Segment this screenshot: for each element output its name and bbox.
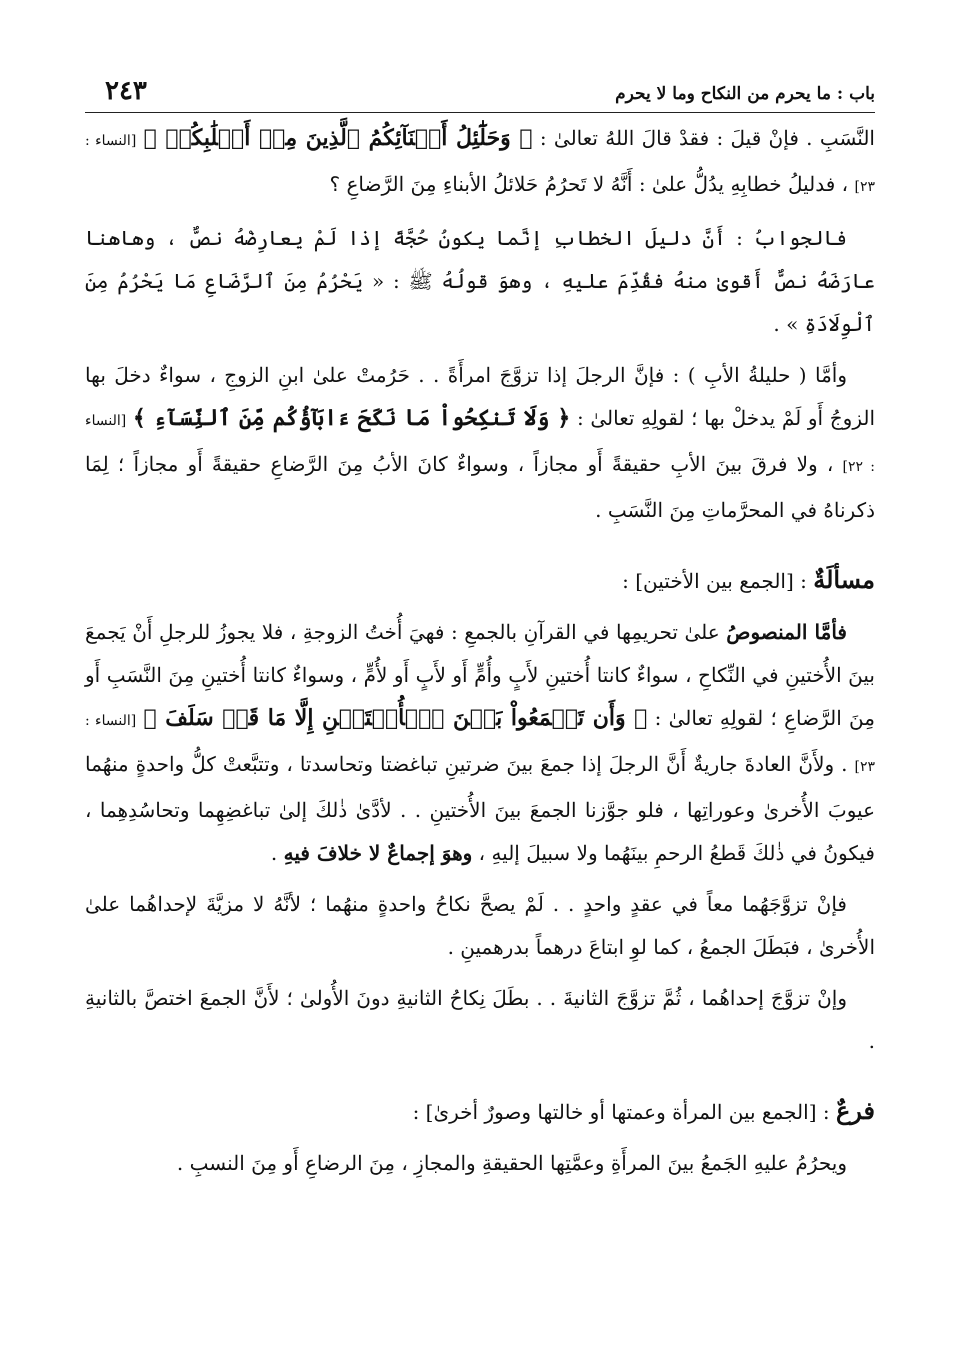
paragraph-married-sequentially: وإنْ تزوَّجَ إحداهُما ، ثُمَّ تزوَّجَ الثانيةَ . . بطَلَ نِكاحُ الثانيةِ دونَ الأُولىٰ ؛ لأَنَّ الجمعَ اختصَّ بالثانيةِ . [85, 986, 875, 1053]
paragraph-married-together: فإنْ تزوَّجَهُما معاً في عقدٍ واحدٍ . . لَمْ يصحَّ نكاحُ واحدةٍ منهُما ؛ لأنَّهُ لا مزيَّةَ لإحداهُما علىٰ الأُخرىٰ ، فبَطَلَ الجمعُ ، كما لوِ ابتاعَ درهماً بدرهمينِ . [85, 892, 875, 959]
paragraph-text: . [270, 841, 284, 865]
verse-reference: [النساء : ٢٣] [85, 713, 875, 775]
book-page [85, 70, 875, 1185]
lead-phrase: فأمَّا المنصوصُ [726, 620, 847, 644]
paragraph-father-wife [85, 354, 875, 532]
section-heading-far [85, 1089, 875, 1134]
section-heading-masala [85, 558, 875, 603]
paragraph-objection [85, 117, 875, 209]
quran-verse: ﴿ وَلَا تَنكِحُواْ مَا نَكَحَ ءَابَآؤُكُم مِّنَ ٱلنِّسَآءِ ﴾ [132, 405, 571, 431]
quran-verse: ﴿ وَحَلَٰٓئِلُ أَبۡنَآئِكُمُ ٱلَّذِينَ مِنۡ أَصۡلَٰبِكُمۡ ﴾ [143, 125, 533, 151]
verse-reference: [النساء : ٢٢] [85, 413, 875, 475]
verse-reference: [النساء : ٢٣] [85, 133, 875, 195]
page-content [85, 113, 875, 1185]
heading-label: فرعٌ [835, 1096, 875, 1125]
chapter-title: باب : ما يحرم من النكاح وما لا يحرم [615, 84, 875, 104]
consensus-phrase: وهوَ إجماعٌ لا خلافَ فيهِ [283, 841, 473, 865]
paragraph-text: . ولأَنَّ العادةَ جاريةٌ أَنَّ الرجلَ إذا جمعَ بينَ ضرتينِ تباغضتا وتحاسدتا ، وتتبَّعتْ كلُّ واحدةٍ منهُما عيوبَ الأُخرىٰ وعوراتِها ، فلو جوَّزنا الجمعَ بينَ الأُختينِ . . لأدَّىٰ ذٰلكَ إلىٰ تباغضِهِما وتحاسُدِهِما ، فيكونُ في ذٰلكَ قَطعُ الرحمِ بينَهُما ولا سبيلَ إليهِ ، [85, 752, 875, 865]
page-number: ٢٤٣ [105, 76, 147, 106]
heading-title: : [الجمع بين المرأة وعمتها أو خالتها وصورٌ أخرىٰ] : [412, 1100, 836, 1124]
paragraph-text: النَّسَبِ . فإنْ قيلَ : فقدْ قالَ اللهُ تعالىٰ : [532, 126, 875, 150]
paragraph-text: ، ولا فرقَ بينَ الأبِ حقيقةً أَو مجازاً ، وسواءٌ كانَ الأبُ مِنَ الرَّضاعِ حقيقةً أَو مجازاً ؛ لِمَا ذكرناهُ في المحرَّماتِ مِنَ النَّسَبِ . [85, 452, 875, 522]
quran-verse: ﴿ وَأَن تَجۡمَعُواْ بَيۡنَ ٱلۡأُخۡتَيۡنِ إِلَّا مَا قَدۡ سَلَفَ ﴾ [143, 705, 648, 731]
paragraph-two-sisters [85, 611, 875, 875]
paragraph-aunt: ويحرُمُ عليهِ الجَمعُ بينَ المرأَةِ وعمَّتِها الحقيقةِ والمجازِ ، مِنَ الرضاعِ أَو مِنَ النسبِ . [176, 1151, 847, 1175]
page-header [85, 70, 875, 113]
paragraph-text: وأمَّا ( حليلةُ الأبِ ) : فإنَّ الرجلَ إذا تزوَّجَ امرأَةً . . حَرُمتْ علىٰ ابنِ الزوجِ ، سواءٌ دخلَ بها الزوجُ أَو لَمْ يدخلْ بها ؛ لقولِهِ تعالىٰ : [85, 363, 875, 430]
paragraph-text: علىٰ تحريمِها في القرآنِ بالجمعِ : فهيَ أُختُ الزوجةِ ، فلا يجوزُ للرجلِ أَنْ يَجمعَ بينَ الأُختينِ في النِّكاحِ ، سواءٌ كانتا أُختينِ لأَبٍ وأُمٍّ أَو لأَبٍ أَو لأُمٍّ ، وسواءٌ كانتا أُختينِ مِنَ النَّسَبِ أَو مِنَ الرَّضاعِ ؛ لقولِهِ تعالىٰ : [85, 620, 875, 730]
paragraph-text: ، فدليلُ خطابِهِ يدُلُّ علىٰ : أَنَّهُ لا تَحرُمُ حَلائلُ الأبناءِ مِنَ الرَّضاعِ ؟ [329, 172, 855, 196]
heading-title: : [الجمع بين الأختين] : [622, 569, 814, 593]
paragraph-answer: فالجوابُ : أَنَّ دليلَ الخطابِ إنَّما يكونُ حُجَّةً إذا لَمْ يعارِضْهُ نصٌّ ، وهاهنا عارَضَهُ نصٌّ أَقوىٰ منهُ فقُدِّمَ عليهِ ، وهوَ قولُهُ ﷺ : « يَحْرُمُ مِنَ ٱلرَّضَاعِ مَا يَحْرُمُ مِنَ ٱلْوِلَادَةِ » . [85, 226, 875, 336]
heading-label: مسألَةٌ [813, 565, 875, 594]
